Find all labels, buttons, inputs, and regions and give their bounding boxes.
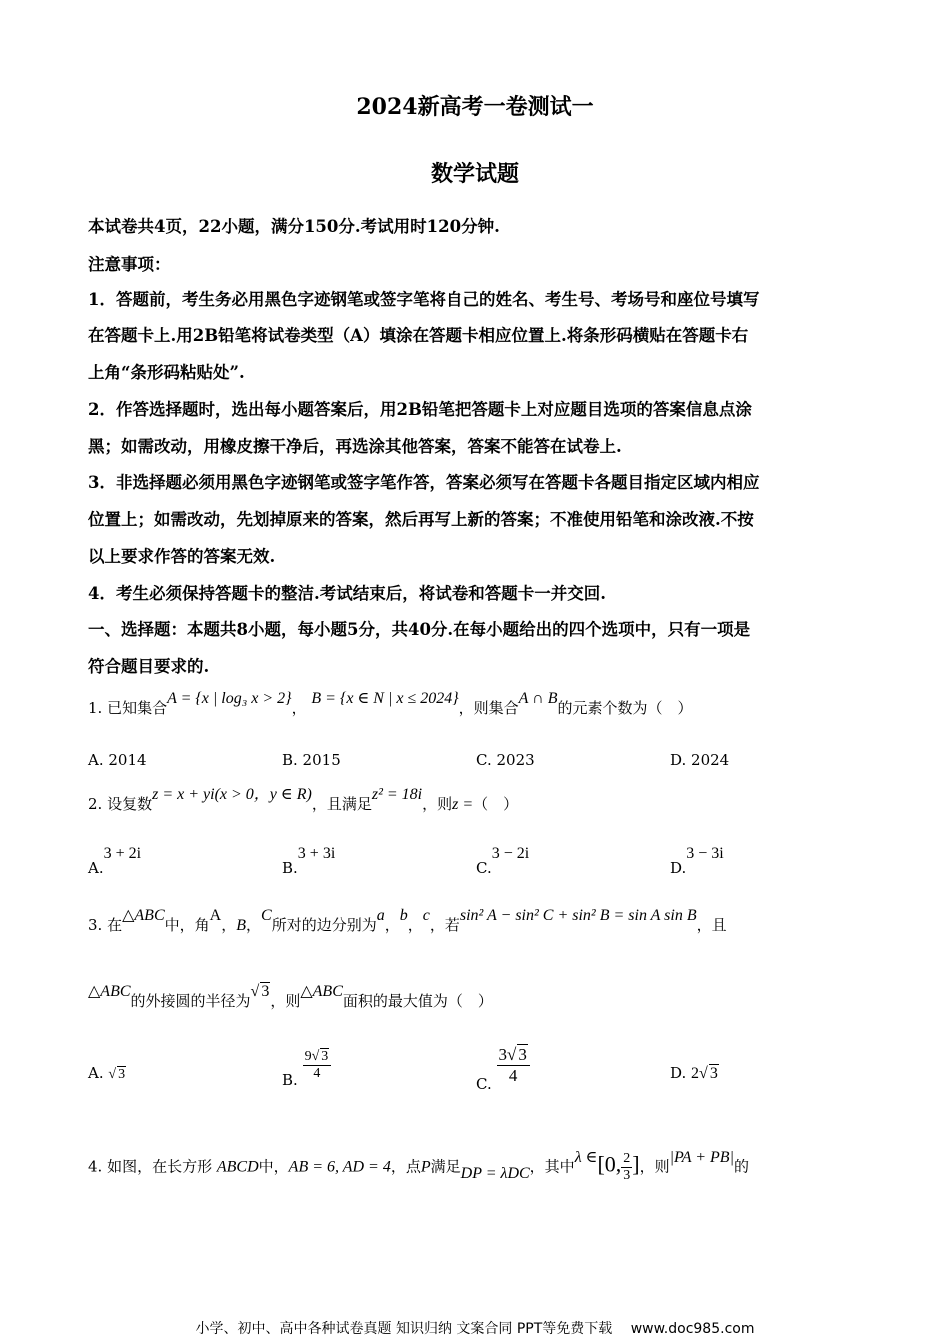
q2-option-a-label: A. xyxy=(88,859,104,877)
q2-suffix: （ ） xyxy=(473,795,519,813)
q3-comma: ， xyxy=(384,916,400,934)
q3-line2-text-1: 的外接圆的半径为 xyxy=(130,992,251,1010)
q2-option-d[interactable] xyxy=(670,844,724,877)
q3-prefix: 3. 在 xyxy=(88,916,123,934)
q3-text-2: 所对的边分别为 xyxy=(271,916,377,934)
q3-comma: ， xyxy=(407,916,423,934)
q3-angle-a: A xyxy=(209,907,222,924)
q3-option-a[interactable] xyxy=(88,1064,126,1083)
q4-text-5: ，则 xyxy=(639,1157,670,1176)
note-4: 4．考生必须保持答题卡的整洁.考试结束后，将试卷和答题卡一并交回. xyxy=(88,584,606,603)
q4-text-4: ，其中 xyxy=(529,1157,575,1176)
q4-text-6: 的 xyxy=(733,1157,749,1176)
question-1 xyxy=(88,690,693,718)
q2-mid2: ，则 xyxy=(422,795,453,813)
q4-vector: DP = λDC xyxy=(460,1164,530,1182)
q4-prefix: 4. 如图，在长方形 xyxy=(88,1157,213,1176)
q3-option-b-radicand: 3 xyxy=(321,1049,329,1064)
q2-option-b-value: 3 + 3i xyxy=(297,845,336,862)
q4-interval-right: ] xyxy=(632,1151,640,1177)
q3-option-c-num: 3 xyxy=(498,1045,507,1064)
q3-option-c-label: C. xyxy=(476,1075,492,1093)
q1-option-c[interactable]: C. 2023 xyxy=(476,751,535,769)
q1-set-b: B = {x ∈ N | x ≤ 2024} xyxy=(311,690,459,707)
question-3 xyxy=(88,907,727,935)
q3-option-a-radicand: 3 xyxy=(118,1067,126,1082)
exam-summary: 本试卷共4页，22小题，满分150分.考试用时120分钟. xyxy=(88,217,500,236)
q1-option-d[interactable]: D. 2024 xyxy=(670,751,730,769)
q4-interval-fraction xyxy=(621,1151,632,1184)
q3-side-b: b xyxy=(399,907,408,924)
q4-text-3: 满足 xyxy=(430,1157,461,1176)
q3-side-c: c xyxy=(422,907,430,924)
q2-prefix: 2. 设复数 xyxy=(88,795,153,813)
question-2 xyxy=(88,786,519,814)
q3-angle-b: B xyxy=(236,917,246,934)
q3-option-d-radicand: 3 xyxy=(709,1065,718,1082)
q4-norm: |PA + PB| xyxy=(669,1148,734,1166)
q2-option-c-label: C. xyxy=(476,859,492,877)
q2-option-d-label: D. xyxy=(670,859,687,877)
q3-option-b-label: B. xyxy=(282,1071,298,1089)
section-1-line-2: 符合题目要求的. xyxy=(88,657,210,676)
q3-option-b-fraction: $\frac{9√ 3}{4}$ xyxy=(303,1048,332,1082)
q3-radius: √ 3 xyxy=(250,983,270,1000)
q3-triangle: △ABC xyxy=(300,983,343,1000)
q3-triangle: △ABC xyxy=(88,983,131,1000)
q3-option-c[interactable] xyxy=(476,1044,530,1093)
q3-option-c-fraction: $\frac{3√ 3}{4}$ xyxy=(497,1044,530,1086)
q3-side-a: a xyxy=(376,907,385,924)
q3-angle-c: C xyxy=(261,907,272,924)
q3-option-c-den: 4 xyxy=(508,1066,518,1085)
q4-text-2: ，点 xyxy=(390,1157,421,1176)
q3-comma: ， xyxy=(221,916,237,934)
q3-option-b[interactable] xyxy=(282,1048,331,1089)
q2-option-c[interactable] xyxy=(476,844,530,877)
page-footer: 小学、初中、高中各种试卷真题 知识归纳 文案合同 PPT等免费下载 www.doc985.com xyxy=(195,1321,755,1337)
q1-expr: A ∩ B xyxy=(518,690,558,707)
q2-option-b[interactable] xyxy=(282,844,336,877)
question-4 xyxy=(88,1148,749,1184)
note-3-line-1: 3．非选择题必须用黑色字迹钢笔或签字笔作答，答案必须写在答题卡各题目指定区域内相应 xyxy=(88,473,760,492)
q3-option-a-value: √ 3 xyxy=(108,1067,126,1082)
q3-option-d[interactable] xyxy=(670,1064,719,1083)
q2-cond: z² = 18i xyxy=(371,786,423,803)
q3-text-1: 中，角 xyxy=(164,916,210,934)
q3-option-b-num: 9 xyxy=(304,1049,312,1064)
q1-prefix: 1. 已知集合 xyxy=(88,699,168,717)
section-1-line-1: 一、选择题：本题共8小题，每小题5分，共40分.在每小题给出的四个选项中，只有一项是 xyxy=(88,620,751,639)
q3-option-b-den: 4 xyxy=(313,1066,321,1081)
q3-option-d-label: D. xyxy=(670,1064,687,1082)
exam-subtitle: 数学试题 xyxy=(430,161,519,187)
note-1-line-2: 在答题卡上.用2B铅笔将试卷类型（A）填涂在答题卡相应位置上.将条形码横贴在答题卡右 xyxy=(88,326,749,345)
q2-option-c-value: 3 − 2i xyxy=(491,845,530,862)
q3-option-d-coef: 2 xyxy=(691,1065,700,1082)
q1-option-b[interactable]: B. 2015 xyxy=(282,751,341,769)
q2-expr: z = x + yi(x > 0，y ∈ R) xyxy=(152,786,312,803)
q4-rect: ABCD xyxy=(216,1158,259,1176)
q4-interval-den: 3 xyxy=(623,1168,631,1183)
q3-text-4: ，且 xyxy=(696,916,727,934)
q4-text-1: 中， xyxy=(258,1157,289,1176)
q3-comma: ， xyxy=(246,916,262,934)
notes-title: 注意事项： xyxy=(88,255,171,274)
q3-option-a-label: A. xyxy=(88,1064,104,1082)
note-1-line-1: 1．答题前，考生务必用黑色字迹钢笔或签字笔将自己的姓名、考生号、考场号和座位号填写 xyxy=(88,290,760,309)
q3-triangle: △ABC xyxy=(122,907,165,924)
q4-interval-num: 2 xyxy=(623,1151,631,1166)
q3-line2-text-3: 面积的最大值为（ ） xyxy=(342,992,493,1010)
q2-option-d-value: 3 − 3i xyxy=(686,845,724,862)
q2-ask: z = xyxy=(452,796,474,813)
q4-point-p: P xyxy=(420,1158,431,1176)
q3-radius-value: 3 xyxy=(261,983,270,1000)
note-3-line-2: 位置上；如需改动，先划掉原来的答案，然后再写上新的答案；不准使用铅笔和涂改液.不按 xyxy=(88,510,754,529)
q3-equation: sin² A − sin² C + sin² B = sin A sin B xyxy=(459,907,697,924)
q2-option-a[interactable] xyxy=(88,844,142,877)
q3-option-d-value: 2√ 3 xyxy=(691,1065,718,1082)
exam-title: 2024新高考一卷测试一 xyxy=(356,94,594,120)
note-3-line-3: 以上要求作答的答案无效. xyxy=(88,547,276,566)
q1-option-a[interactable]: A. 2014 xyxy=(88,751,147,769)
q3-text-3: ，若 xyxy=(429,916,460,934)
q1-suffix: 的元素个数为（ ） xyxy=(557,699,693,717)
q4-lengths: AB = 6, AD = 4 xyxy=(288,1158,391,1176)
q2-option-b-label: B. xyxy=(282,859,298,877)
q1-mid: ，则集合 xyxy=(458,699,519,717)
q3-option-c-radicand: 3 xyxy=(518,1045,527,1064)
note-1-line-3: 上角“条形码粘贴处”. xyxy=(88,363,245,382)
q1-set-a: A = {x | log₃ x > 2} xyxy=(167,690,292,707)
note-2-line-1: 2．作答选择题时，选出每小题答案后，用2B铅笔把答题卡上对应题目选项的答案信息点涂 xyxy=(88,400,752,419)
q3-line2-text-2: ，则 xyxy=(270,992,301,1010)
q2-option-a-value: 3 + 2i xyxy=(103,845,142,862)
q4-lambda: λ ∈ xyxy=(574,1148,598,1166)
note-2-line-2: 黑；如需改动，用橡皮擦干净后，再选涂其他答案，答案不能答在试卷上. xyxy=(88,437,622,456)
q2-mid: ，且满足 xyxy=(311,795,372,813)
q4-interval-left: [0, xyxy=(597,1151,622,1177)
question-3-line-2 xyxy=(88,983,493,1011)
q1-sep: ， xyxy=(291,699,307,717)
